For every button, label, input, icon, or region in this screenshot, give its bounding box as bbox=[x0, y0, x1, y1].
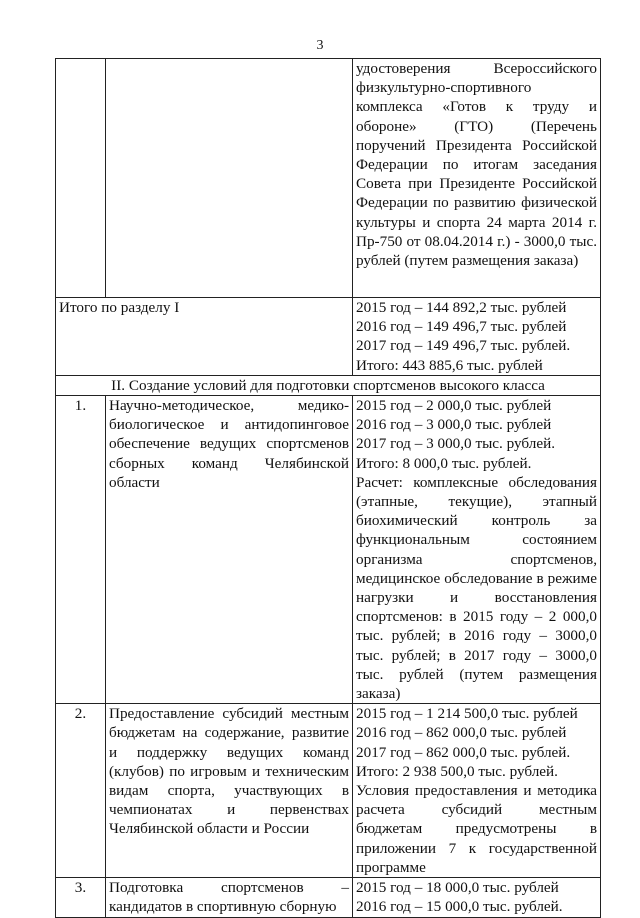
row-number: 1. bbox=[56, 396, 106, 704]
funding-line: 2016 год – 149 496,7 тыс. рублей bbox=[356, 318, 567, 336]
funding-line: 2015 год – 1 214 500,0 тыс. рублей bbox=[356, 705, 578, 723]
funding-line: Итого: 443 885,6 тыс. рублей bbox=[356, 356, 543, 374]
funding-line: 2017 год – 149 496,7 тыс. рублей. bbox=[356, 337, 571, 355]
funding-line: 2016 год – 862 000,0 тыс. рублей bbox=[356, 724, 567, 742]
funding-line: 2017 год – 3 000,0 тыс. рублей. bbox=[356, 435, 556, 453]
section-header-row bbox=[56, 375, 601, 395]
row-number: 3. bbox=[56, 878, 106, 917]
document-page bbox=[55, 58, 600, 916]
funding-text: Условия предоставления и методика расчета субсидий местным бюджетам предусмотрены в приложении 7 к государственной программе bbox=[356, 782, 597, 876]
row-description: Предоставление субсидий местным бюджетам на содержание, развитие и поддержку ведущих команд (клубов) по игровым и техническим видам спорта, участвующих в чемпионатах и первенствах Челябинской области и России bbox=[106, 704, 353, 878]
row-funding bbox=[353, 878, 601, 917]
section-total-funding bbox=[353, 298, 601, 376]
funding-line: Итого: 8 000,0 тыс. рублей. bbox=[356, 454, 532, 472]
funding-line: 2015 год – 18 000,0 тыс. рублей bbox=[356, 879, 559, 897]
table-row bbox=[56, 59, 601, 298]
section-total-row bbox=[56, 298, 601, 376]
row-description-empty bbox=[106, 59, 353, 298]
table-row bbox=[56, 396, 601, 704]
row-funding bbox=[353, 59, 601, 298]
program-table bbox=[55, 58, 601, 918]
funding-line: 2016 год – 15 000,0 тыс. рублей. bbox=[356, 898, 563, 916]
table-row bbox=[56, 704, 601, 878]
section-total-label: Итого по разделу I bbox=[56, 298, 353, 376]
row-number-empty bbox=[56, 59, 106, 298]
row-number: 2. bbox=[56, 704, 106, 878]
section-title: II. Создание условий для подготовки спортсменов высокого класса bbox=[56, 375, 601, 395]
funding-line: 2015 год – 144 892,2 тыс. рублей bbox=[356, 299, 567, 316]
funding-text: Расчет: комплексные обследования (этапные, текущие), этапный биохимический контроль за функциональным состоянием организма спортсменов, медицинское обследование в режиме нагрузки и восстановления спортсменов: в 2015 году – 2 000,0 тыс. рублей; в 2016 году – 3000,0 тыс. рублей; в 2017 году – 3000,0 тыс. рублей (путем размещения заказа) bbox=[356, 473, 597, 703]
funding-line: Итого: 2 938 500,0 тыс. рублей. bbox=[356, 762, 558, 780]
table-row bbox=[56, 878, 601, 917]
funding-line: 2016 год – 3 000,0 тыс. рублей bbox=[356, 416, 552, 434]
funding-line: 2017 год – 862 000,0 тыс. рублей. bbox=[356, 743, 571, 761]
row-funding bbox=[353, 396, 601, 704]
funding-line: 2015 год – 2 000,0 тыс. рублей bbox=[356, 397, 552, 415]
row-description: Подготовка спортсменов – кандидатов в спортивную сборную bbox=[106, 878, 353, 917]
row-description: Научно-методическое, медико-биологическое и антидопинговое обеспечение ведущих спортсменов сборных команд Челябинской области bbox=[106, 396, 353, 704]
funding-text: удостоверения Всероссийского физкультурно-спортивного комплекса «Готов к труду и обороне» (ГТО) (Перечень поручений Президента Российской Федерации по итогам заседания Совета при Президенте Российской Федерации по развитию физической культуры и спорта 24 марта 2014 г. Пр-750 от 08.04.2014 г.) - 3000,0 тыс. рублей (путем размещения заказа) bbox=[356, 60, 597, 270]
row-funding bbox=[353, 704, 601, 878]
page-number: 3 bbox=[316, 38, 324, 53]
